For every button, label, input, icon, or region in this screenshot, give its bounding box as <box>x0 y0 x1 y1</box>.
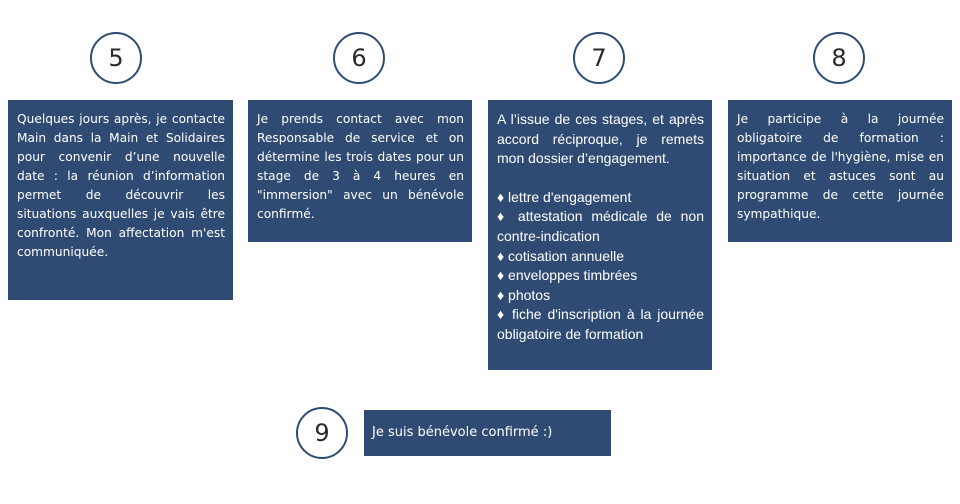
step-5-number-circle: 5 <box>90 32 142 84</box>
step-7-number-circle: 7 <box>573 32 625 84</box>
list-item: ♦ photos <box>497 286 551 303</box>
step-6-number-circle: 6 <box>333 32 385 84</box>
step-5-text: Quelques jours après, je contacte Main dans la Main et Solidaires pour convenir d’une nouvelle date : la réunion d’information permet de découvrir les situations auxquelles je vais être confronté. Mon affectation m'est communiquée. <box>17 112 225 259</box>
list-item: ♦ attestation médicale de non contre-indication <box>497 208 704 244</box>
step-8-number-circle: 8 <box>813 32 865 84</box>
step-7-intro-text: A l’issue de ces stages, et après accord réciproque, je remets mon dossier d’engagement. <box>497 111 704 167</box>
step-9-text: Je suis bénévole confirmé :) <box>372 425 553 440</box>
step-8-box <box>728 100 952 242</box>
step-6-text: Je prends contact avec mon Responsable de service et on détermine les trois dates pour un stage de 3 à 4 heures en "immersion" avec un bénévole confirmé. <box>257 112 464 221</box>
list-item: ♦ lettre d'engagement <box>497 188 632 205</box>
step-5-box <box>8 100 233 300</box>
step-6-box <box>248 100 472 242</box>
list-item: ♦ enveloppes timbrées <box>497 267 638 284</box>
step-7-box <box>488 100 712 370</box>
step-8-text: Je participe à la journée obligatoire de formation : importance de l'hygiène, mise en situation et astuces sont au programme de cette journée sympathique. <box>737 112 944 221</box>
step-9-number-circle: 9 <box>296 407 348 459</box>
list-item: ♦ fiche d'inscription à la journée obligatoire de formation <box>497 306 704 342</box>
step-9-box <box>364 410 611 456</box>
step-7-document-list <box>497 188 704 345</box>
list-item: ♦ cotisation annuelle <box>497 247 625 264</box>
